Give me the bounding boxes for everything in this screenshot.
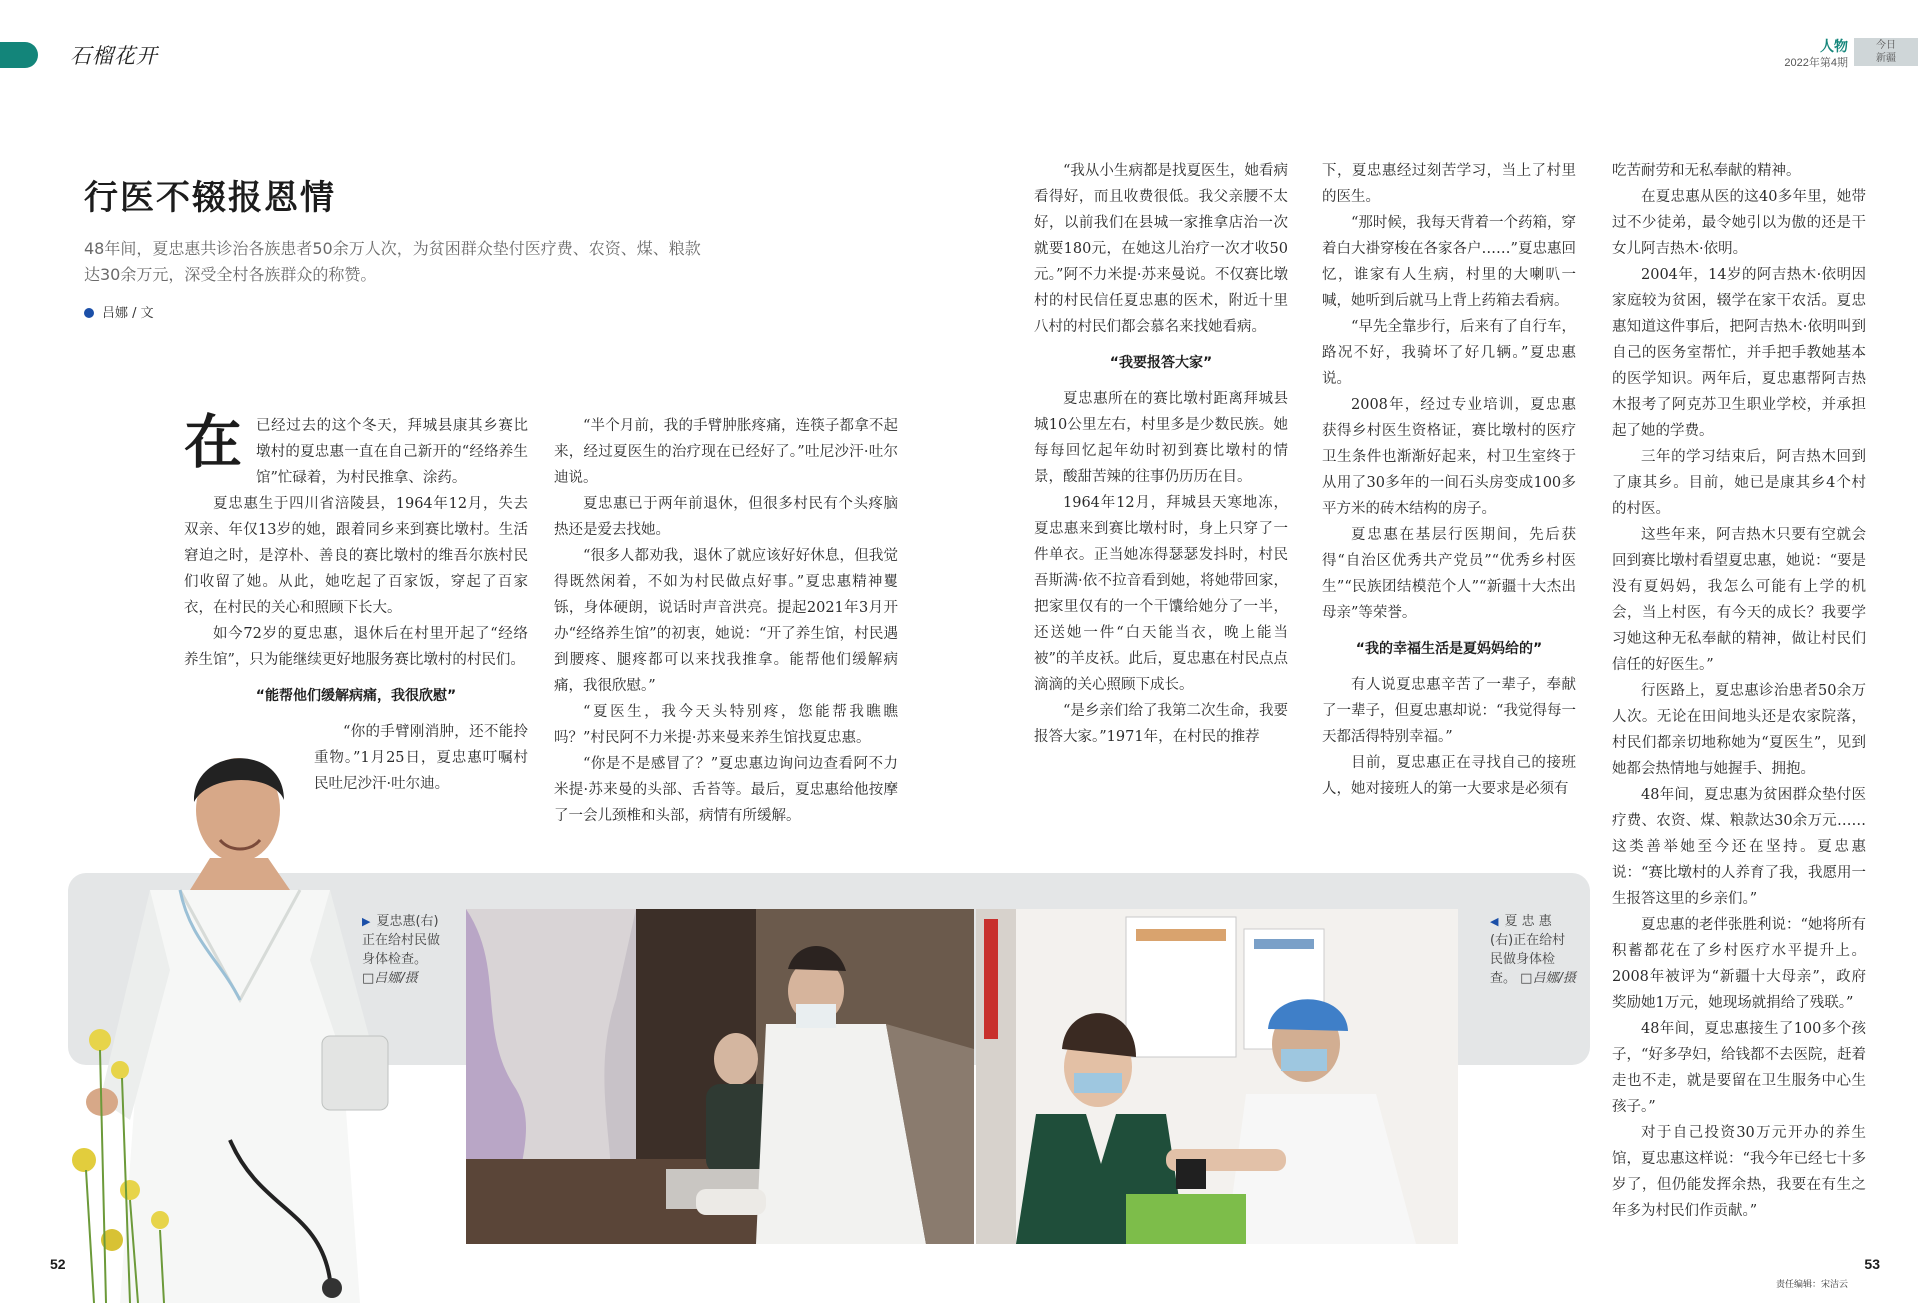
paragraph: 2008年，经过专业培训，夏忠惠获得乡村医生资格证，赛比墩村的医疗卫生条件也渐渐好起来，村卫生室终于从用了30多年的一间石头房变成100多平方米的砖木结构的房子。 [1322, 397, 1576, 517]
paragraph: 夏忠惠已于两年前退休，但很多村民有个头疼脑热还是爱去找她。 [554, 496, 898, 538]
body-column-5 [1612, 158, 1866, 1224]
paragraph: 下，夏忠惠经过刻苦学习，当上了村里的医生。 [1322, 163, 1576, 205]
caption-left-line: 正在给村民做 [362, 933, 441, 948]
section-color-tab [0, 42, 38, 68]
caption-arrow-right-icon: ▶ [362, 915, 371, 928]
paragraph: 在夏忠惠从医的这40多年里，她带过不少徒弟，最令她引以为傲的还是干女儿阿吉热木·依明。 [1612, 189, 1866, 257]
page-number-right: 53 [1864, 1256, 1880, 1272]
caption-right-line: 查。 □吕娜/摄 [1490, 971, 1576, 986]
paragraph: 已经过去的这个冬天，拜城县康其乡赛比墩村的夏忠惠一直在自己新开的“经络养生馆”忙碌着，为村民推拿、涂药。 [256, 418, 528, 486]
subheading: “我要报答大家” [1109, 355, 1213, 371]
paragraph: “那时候，我每天背着一个药箱，穿着白大褂穿梭在各家各户……”夏忠惠回忆，谁家有人生病，村里的大喇叭一喊，她听到后就马上背上药箱去看病。 [1322, 215, 1576, 309]
caption-arrow-left-icon: ◀ [1490, 915, 1499, 928]
caption-right-line: ◀ 夏 忠 惠 [1490, 914, 1552, 929]
paragraph: “你是不是感冒了？”夏忠惠边询问边查看阿不力米提·苏来曼的头部、舌苔等。最后，夏忠惠给他按摩了一会儿颈椎和头部，病情有所缓解。 [554, 756, 898, 824]
paragraph: 48年间，夏忠惠为贫困群众垫付医疗费、农资、煤、粮款达30余万元……这类善举她至今还在坚持。夏忠惠说：“赛比墩村的人养育了我，我愿用一生报答这里的乡亲们。” [1612, 787, 1866, 907]
editor-credit: 责任编辑：宋洁云 [1775, 1280, 1848, 1290]
paragraph: 夏忠惠的老伴张胜利说：“她将所有积蓄都花在了乡村医疗水平提升上。2008年被评为“新疆十大母亲”，政府奖励她1万元，她现场就捐给了残联。” [1612, 917, 1866, 1011]
paragraph: 吃苦耐劳和无私奉献的精神。 [1612, 163, 1801, 179]
page-number-left: 52 [50, 1256, 66, 1272]
paragraph: “你的手臂刚消肿，还不能拎重物。”1月25日，夏忠惠叮嘱村民吐尼沙汗·吐尔迪。 [314, 724, 528, 792]
paragraph: “我从小生病都是找夏医生，她看病看得好，而且收费很低。我父亲腰不太好，以前我们在县城一家推拿店治一次就要180元，在她这儿治疗一次才收50元。”阿不力米提·苏来曼说。不仅赛比墩村的村民信任夏忠惠的医术，附近十里八村的村民们都会慕名来找她看病。 [1034, 163, 1288, 335]
photo-checkup-woman [976, 909, 1458, 1244]
paragraph: 2004年，14岁的阿吉热木·依明因家庭较为贫困，辍学在家干农活。夏忠惠知道这件事后，把阿吉热木·依明叫到自己的医务室帮忙，并手把手教她基本的医学知识。两年后，夏忠惠帮阿吉热木报考了阿克苏卫生职业学校，并承担起了她的学费。 [1612, 267, 1866, 439]
issue-label: 2022年第4期 [1784, 57, 1848, 69]
body-column-4 [1322, 158, 1576, 802]
photo-checkup-elder [466, 909, 974, 1244]
paragraph: 夏忠惠在基层行医期间，先后获得“自治区优秀共产党员”“优秀乡村医生”“民族团结模范个人”“新疆十大杰出母亲”等荣誉。 [1322, 527, 1576, 621]
byline-text: 吕娜 / 文 [102, 306, 154, 321]
byline-dot-icon [84, 308, 94, 318]
magazine-brand [1768, 36, 1918, 70]
paragraph: 有人说夏忠惠辛苦了一辈子，奉献了一辈子，但夏忠惠却说：“我觉得每一天都活得特别幸福。” [1322, 677, 1576, 745]
paragraph: “早先全靠步行，后来有了自行车，路况不好，我骑坏了好几辆。”夏忠惠说。 [1322, 319, 1576, 387]
paragraph: 三年的学习结束后，阿吉热木回到了康其乡。目前，她已是康其乡4个村的村医。 [1612, 449, 1866, 517]
paragraph: 如今72岁的夏忠惠，退休后在村里开起了“经络养生馆”，只为能继续更好地服务赛比墩村的村民们。 [184, 626, 528, 668]
paragraph: 目前，夏忠惠正在寻找自己的接班人，她对接班人的第一大要求是必须有 [1322, 755, 1576, 797]
magazine-logo: 今日 新疆 [1854, 38, 1918, 66]
subheading: “我的幸福生活是夏妈妈给的” [1355, 641, 1543, 657]
paragraph: 行医路上，夏忠惠诊治患者50余万人次。无论在田间地头还是农家院落，村民们都亲切地称她为“夏医生”，见到她都会热情地与她握手、拥抱。 [1612, 683, 1866, 777]
photo-checkup-elder-image [466, 909, 974, 1244]
photo-checkup-woman-image [976, 909, 1458, 1244]
body-column-2 [554, 413, 898, 829]
column-label: 人物 [1820, 38, 1848, 54]
caption-right-line: 民做身体检 [1490, 952, 1556, 967]
paragraph: 1964年12月，拜城县天寒地冻，夏忠惠来到赛比墩村时，身上只穿了一件单衣。正当她冻得瑟瑟发抖时，村民吾斯满·依不拉音看到她，将她带回家，把家里仅有的一个干馕给她分了一半，还送她一件“白天能当衣，晚上能当被”的羊皮袄。此后，夏忠惠在村民点点滴滴的关心照顾下成长。 [1034, 495, 1288, 693]
paragraph: 夏忠惠生于四川省涪陵县，1964年12月，失去双亲、年仅13岁的她，跟着同乡来到赛比墩村。生活窘迫之时，是淳朴、善良的赛比墩村的维吾尔族村民们收留了她。从此，她吃起了百家饭，穿起了百家衣，在村民的关心和照顾下长大。 [184, 496, 528, 616]
caption-left-line: 身体检查。 [362, 952, 428, 967]
article-title: 行医不辍报恩情 [84, 178, 336, 218]
paragraph: “半个月前，我的手臂肿胀疼痛，连筷子都拿不起来，经过夏医生的治疗现在已经好了。”吐尼沙汗·吐尔迪说。 [554, 418, 898, 486]
paragraph: “夏医生，我今天头特别疼，您能帮我瞧瞧吗？”村民阿不力米提·苏来曼来养生馆找夏忠惠。 [554, 704, 898, 746]
caption-left [362, 912, 452, 988]
paragraph: “很多人都劝我，退休了就应该好好休息，但我觉得既然闲着，不如为村民做点好事。”夏忠惠精神矍铄，身体硬朗，说话时声音洪亮。提起2021年3月开办“经络养生馆”的初衷，她说：“开了养生馆，村民遇到腰疼、腿疼都可以来找我推拿。能帮他们缓解病痛，我很欣慰。” [554, 548, 898, 694]
article-deck: 48年间，夏忠惠共诊治各族患者50余万人次，为贫困群众垫付医疗费、农资、煤、粮款达30余万元，深受全村各族群众的称赞。 [84, 239, 701, 284]
paragraph: 48年间，夏忠惠接生了100多个孩子，“好多孕妇，给钱都不去医院，赶着走也不走，就是要留在卫生服务中心生孩子。” [1612, 1021, 1866, 1115]
paragraph: “是乡亲们给了我第二次生命，我要报答大家。”1971年，在村民的推荐 [1034, 703, 1288, 745]
photo-doctor-portrait-image [60, 740, 440, 1303]
caption-left-line: ▶ 夏忠惠(右) [362, 914, 439, 929]
section-title: 石榴花开 [70, 44, 158, 68]
caption-right-line: (右)正在给村 [1490, 933, 1566, 948]
subheading: “能帮他们缓解病痛，我很欣慰” [255, 688, 457, 704]
drop-cap: 在 [184, 408, 243, 476]
body-column-3 [1034, 158, 1288, 750]
photo-doctor-portrait [60, 740, 440, 1303]
paragraph: 这些年来，阿吉热木只要有空就会回到赛比墩村看望夏忠惠，她说：“要是没有夏妈妈，我怎么可能有上学的机会，当上村医，有今天的成长？我要学习她这种无私奉献的精神，做让村民们信任的好医生。” [1612, 527, 1866, 673]
paragraph: 夏忠惠所在的赛比墩村距离拜城县城10公里左右，村里多是少数民族。她每每回忆起年幼时初到赛比墩村的情景，酸甜苦辣的往事仍历历在目。 [1034, 391, 1288, 485]
caption-left-credit: □吕娜/摄 [362, 971, 418, 986]
paragraph: 对于自己投资30万元开办的养生馆，夏忠惠这样说：“我今年已经七十多岁了，但仍能发挥余热，我要在有生之年多为村民们作贡献。” [1612, 1125, 1866, 1219]
byline [84, 302, 154, 321]
caption-right [1490, 912, 1576, 988]
